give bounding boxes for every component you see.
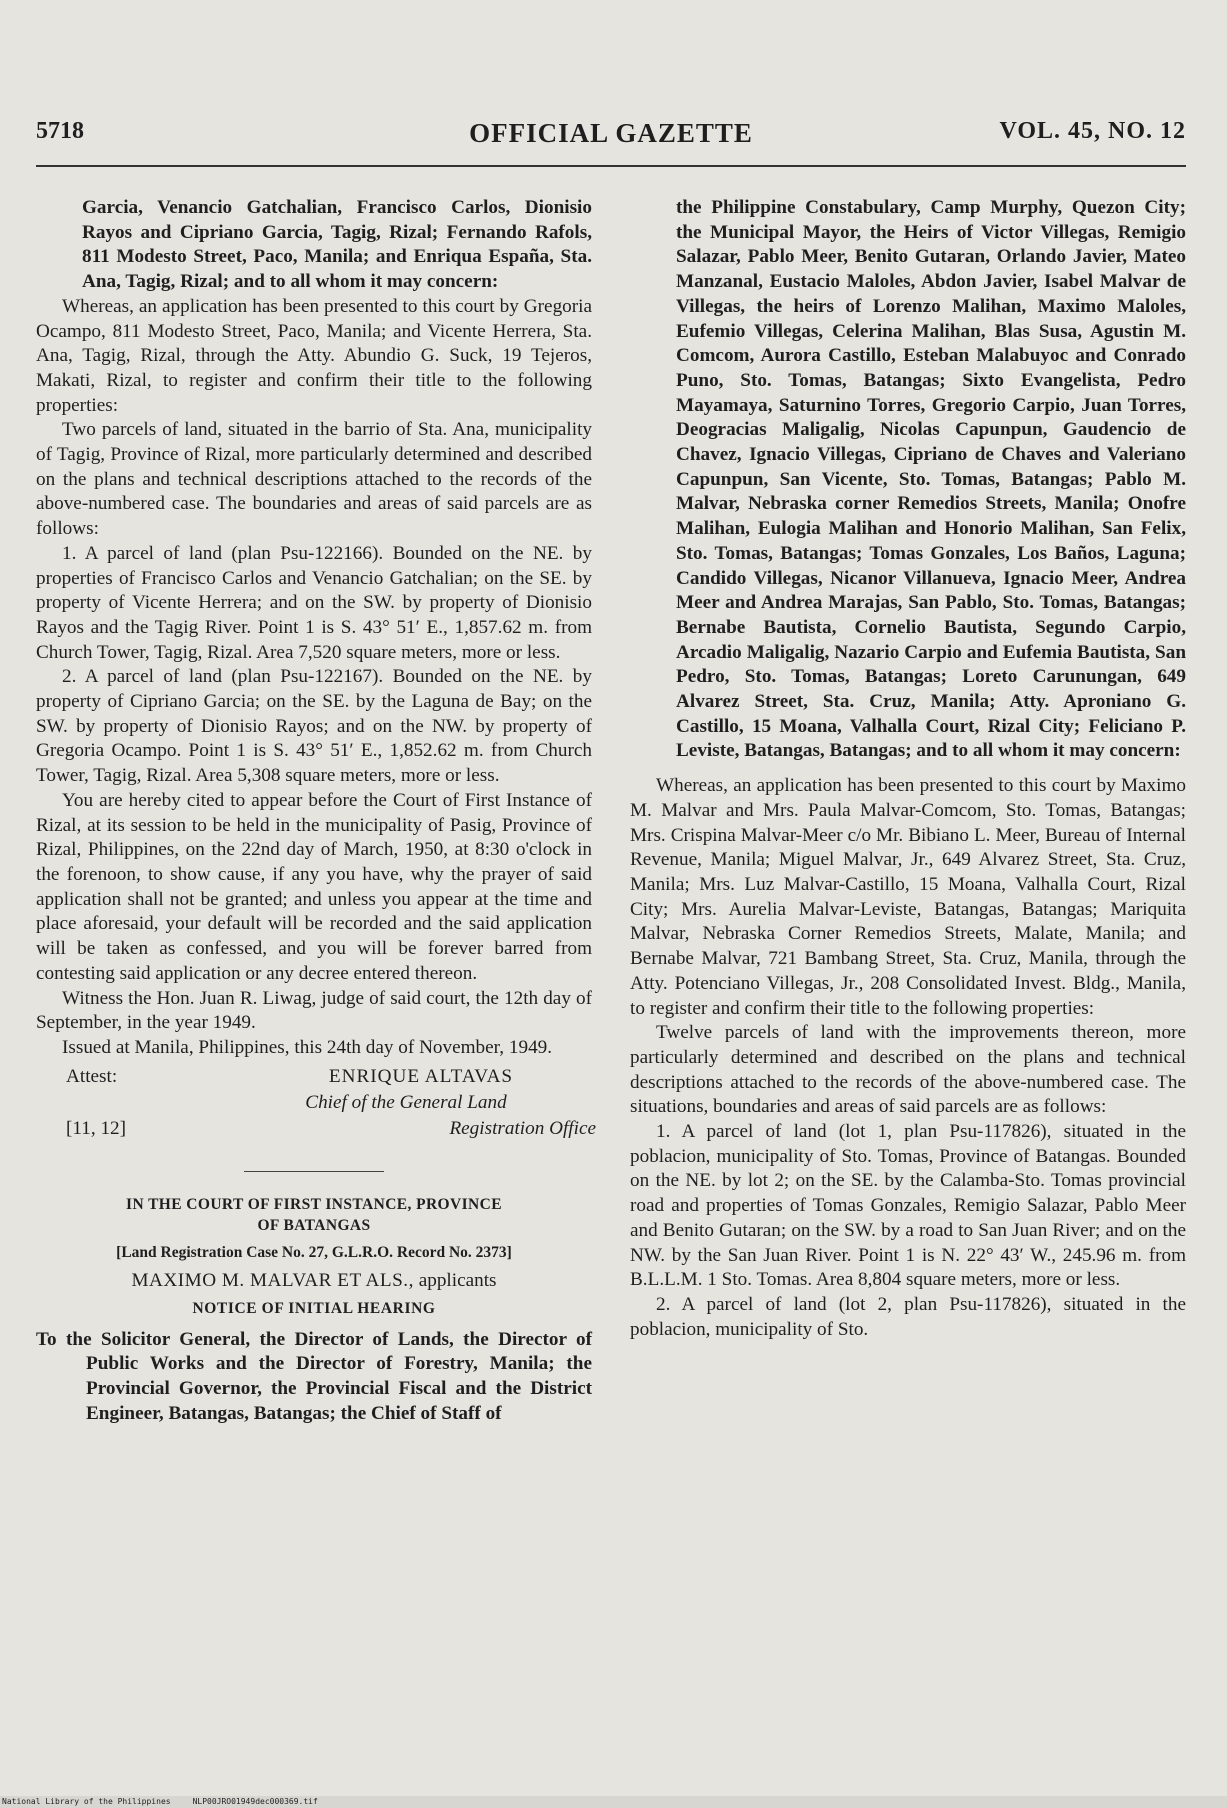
left-column [36, 196, 596, 1426]
attest-label: Attest: [66, 1065, 118, 1087]
addressee-list: Garcia, Venancio Gatchalian, Francisco Carlos, Dionisio Rayos and Cipriano Garcia, Tagig, Rizal; Fernando Rafols, 811 Modesto Street, Paco, Manila; and Enriqua España, Sta. Ana, Tagig, Rizal; and to all whom it may concern: [82, 197, 592, 293]
parcel-1-paragraph: 1. A parcel of land (plan Psu-122166). Bounded on the NE. by properties of Francisco Carlos and Venancio Gatchalian; on the SE. by property of Vicente Herrera; and on the SW. by property of Dionisio Rayos and the Tagig River. Point 1 is S. 43° 51′ E., 1,857.62 m. from Church Tower, Tagig, Rizal. Area 7,520 square meters, more or less. [36, 542, 592, 663]
issued-paragraph: Issued at Manila, Philippines, this 24th day of November, 1949. [62, 1036, 553, 1058]
publication-title: OFFICIAL GAZETTE [469, 118, 753, 148]
section-divider [244, 1171, 384, 1172]
notice-title: NOTICE OF INITIAL HEARING [192, 1299, 436, 1317]
issue-reference: [11, 12] [66, 1117, 127, 1139]
court-heading-line-1: IN THE COURT OF FIRST INSTANCE, PROVINCE [126, 1195, 502, 1213]
signatory-title: Chief of the General Land [305, 1091, 507, 1113]
twelve-parcels-paragraph: Twelve parcels of land with the improvements thereon, more particularly determined and described on the plans and technical descriptions attached to the records of the above-numbered case. The situations, boundaries and areas of said parcels are as follows: [630, 1022, 1186, 1118]
signatory-name: ENRIQUE ALTAVAS [328, 1065, 514, 1087]
addressee-continuation: the Philippine Constabulary, Camp Murphy, Quezon City; the Municipal Mayor, the Heirs of Victor Villegas, Remigio Salazar, Pablo Meer, Benito Gutaran, Orlando Javier, Mateo Manzanal, Eustacio Maloles, Abdon Javier, Isabel Malvar de Villegas, the heirs of Lorenzo Malihan, Maximo Maloles, Eufemio Villegas, Celerina Malihan, Blas Susa, Agustin M. Comcom, Aurora Castillo, Esteban Malabuyoc and Conrado Puno, Sto. Tomas, Batangas; Sixto Evangelista, Pedro Mayamaya, Saturnino Torres, Gregorio Carpio, Juan Torres, Deogracias Maligalig, Nicolas Capunpun, Gaudencio de Chavez, Ignacio Villegas, Cipriano de Chaves and Valeriano Capunpun, San Vicente, Sto. Tomas, Batangas; Pablo M. Malvar, Nebraska corner Remedios Streets, Manila; Onofre Malihan, Eulogia Malihan and Honorio Malihan, San Felix, Sto. Tomas, Batangas; Tomas Gonzales, Los Baños, Laguna; Candido Villegas, Nicanor Villanueva, Ignacio Meer, Andrea Meer and Andrea Marajas, San Pablo, Sto. Tomas, Batangas; Bernabe Bautista, Cornelio Bautista, Segundo Carpio, Arcadio Maligalig, Nazario Carpio and Eufemia Bautista, San Pedro, Sto. Tomas, Batangas; Loreto Carunungan, 649 Alvarez Street, Sta. Cruz, Manila; Atty. Aproniano G. Castillo, 15 Moana, Valhalla Court, Rizal City; Feliciano P. Leviste, Batangas, Batangas; and to all whom it may concern: [676, 197, 1186, 762]
applicants-suffix: applicants [413, 1269, 497, 1291]
attestation-block [36, 1065, 596, 1147]
citation-paragraph: You are hereby cited to appear before the Court of First Instance of Rizal, at its session to be held in the municipality of Pasig, Province of Rizal, Philippines, on the 22nd day of March, 1950, at 8:30 o'clock in the forenoon, to show cause, if any you have, why the prayer of said application shall not be granted; and unless you appear at the time and place aforesaid, your default will be recorded and the said application will be taken as confessed, and you will be forever barred from contesting said application or any decree entered thereon. [36, 789, 592, 984]
whereas-paragraph-2: Whereas, an application has been presented to this court by Maximo M. Malvar and Mrs. Paula Malvar-Comcom, Sto. Tomas, Batangas; Mrs. Crispina Malvar-Meer c/o Mr. Bibiano L. Meer, Bureau of Internal Revenue, Manila; Miguel Malvar, Jr., 649 Alvarez Street, Sta. Cruz, Manila; Mrs. Luz Malvar-Castillo, 15 Moana, Valhalla Court, Rizal City; Mrs. Aurelia Malvar-Leviste, Batangas, Batangas; Mariquita Malvar, Nebraska Corner Remedios Streets, Malate, Manila; and Bernabe Malvar, 721 Bambang Street, Sta. Cruz, Manila, through the Atty. Potenciano Villegas, Jr., 208 Consolidated Invest. Bldg., Manila, to register and confirm their title to the following properties: [630, 775, 1186, 1019]
parcels-paragraph: Two parcels of land, situated in the barrio of Sta. Ana, municipality of Tagig, Province of Rizal, more particularly determined and described on the plans and technical descriptions attached to the records of the above-numbered case. The boundaries and areas of said parcels are as follows: [36, 419, 592, 540]
right-column [630, 196, 1186, 1342]
applicants-name: MAXIMO M. MALVAR ET ALS., [131, 1269, 414, 1291]
page-header [36, 118, 1186, 158]
library-credit: National Library of the Philippines [2, 1797, 171, 1806]
to-paragraph: To the Solicitor General, the Director of Lands, the Director of Public Works and the Director of Forestry, Manila; the Provincial Governor, the Provincial Fiscal and the District Engineer, Batangas, Batangas; the Chief of Staff of [36, 1328, 592, 1424]
whereas-paragraph: Whereas, an application has been presented to this court by Gregoria Ocampo, 811 Modesto Street, Paco, Manila; and Vicente Herrera, Sta. Ana, Tagig, Rizal, through the Atty. Abundio G. Suck, 19 Tejeros, Makati, Rizal, to register and confirm their title to the following properties: [36, 295, 592, 416]
court-heading [36, 1194, 592, 1236]
parcel-2-paragraph: 2. A parcel of land (plan Psu-122167). Bounded on the NE. by property of Cipriano Garcia; on the SE. by the Laguna de Bay; on the SW. by property of Dionisio Rayos; and on the NW. by property of Gregoria Ocampo. Point 1 is S. 43° 51′ E., 1,852.62 m. from Church Tower, Tagig, Rizal. Area 5,308 square meters, more or less. [36, 666, 592, 787]
page-number: 5718 [36, 118, 84, 144]
court-heading-line-2: OF BATANGAS [257, 1216, 371, 1234]
lot-1-paragraph: 1. A parcel of land (lot 1, plan Psu-117826), situated in the poblacion, municipality of Sto. Tomas, Province of Batangas. Bounded on the NE. by lot 2; on the SE. by the Calamba-Sto. Tomas provincial road and properties of Tomas Gonzales, Remigio Salazar, Pablo Meer and Benito Gutaran; on the SW. by a road to San Juan River; and on the NW. by the San Juan River. Point 1 is N. 22° 43′ W., 245.96 m. from B.L.L.M. 1 Sto. Tomas. Area 8,804 square meters, more or less. [630, 1121, 1186, 1291]
volume-number: VOL. 45, NO. 12 [999, 118, 1186, 144]
witness-paragraph: Witness the Hon. Juan R. Liwag, judge of said court, the 12th day of September, in the year 1949. [36, 987, 592, 1034]
lot-2-paragraph: 2. A parcel of land (lot 2, plan Psu-117826), situated in the poblacion, municipality of Sto. [630, 1293, 1186, 1340]
applicants-line [36, 1266, 592, 1296]
signatory-office: Registration Office [449, 1117, 596, 1139]
header-rule [36, 165, 1186, 167]
scan-footer [2, 1797, 340, 1807]
scan-filename: NLP00JRO01949dec000369.tif [192, 1797, 318, 1806]
case-number: [Land Registration Case No. 27, G.L.R.O. Record No. 2373] [116, 1243, 512, 1261]
